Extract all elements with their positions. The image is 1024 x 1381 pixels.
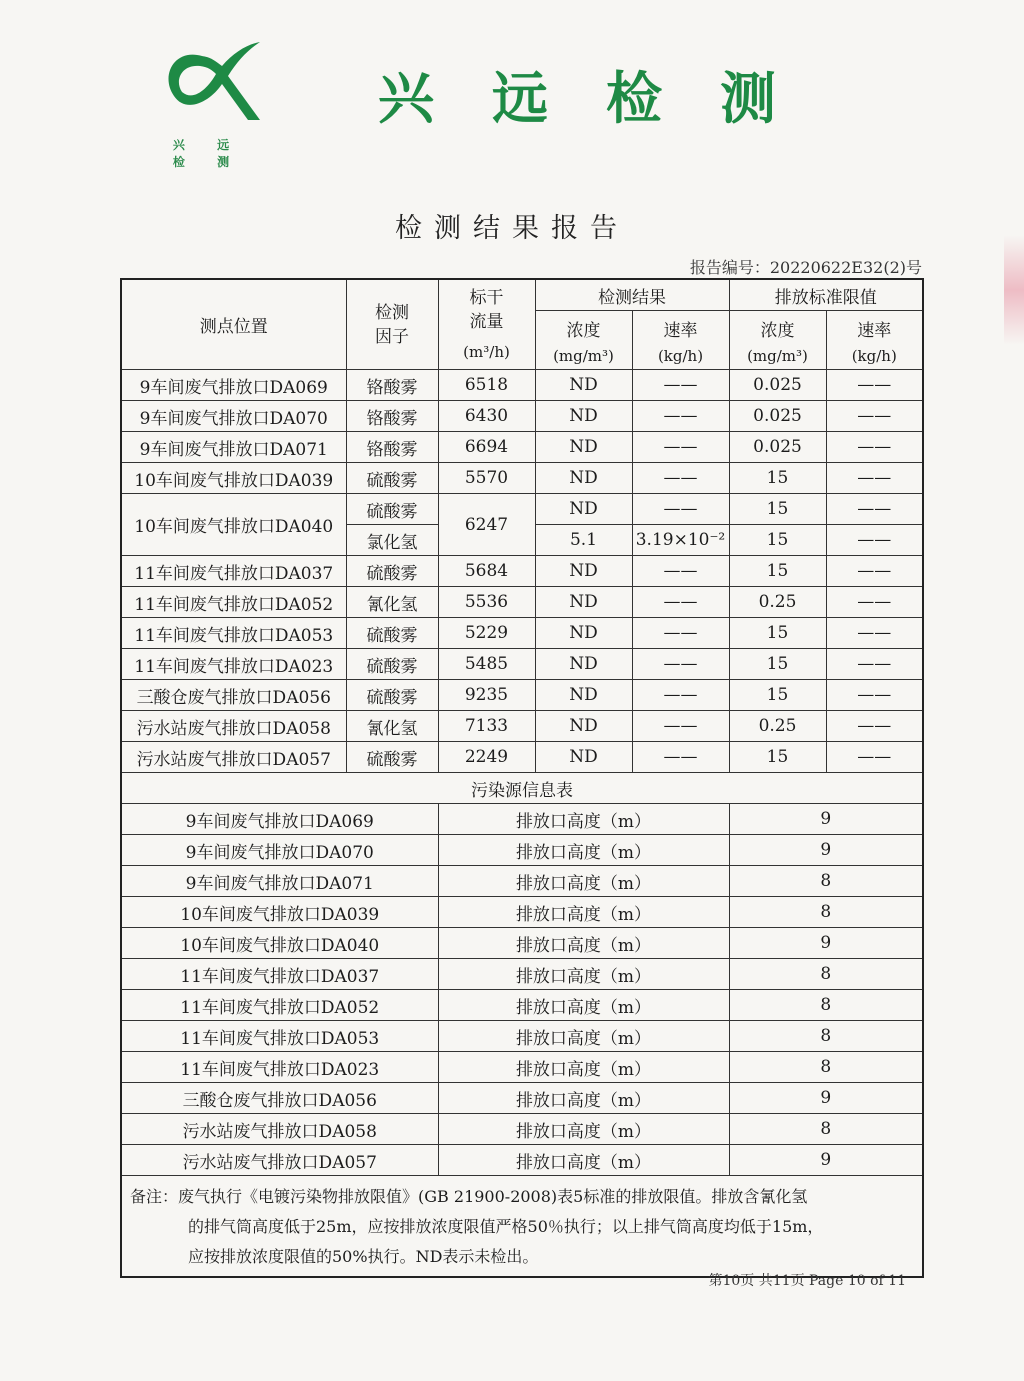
table-row [121,649,923,680]
source-row [121,835,923,866]
source-location: 11车间废气排放口DA023 [121,1052,438,1083]
source-location: 11车间废气排放口DA052 [121,990,438,1021]
cell-rate: —— [632,401,729,432]
header-rate-unit: (kg/h) [657,346,704,365]
source-value: 8 [729,1021,923,1052]
cell-rate: —— [632,618,729,649]
source-value: 8 [729,897,923,928]
cell-factor: 硫酸雾 [346,494,438,525]
report-number [690,255,922,278]
cell-limit-conc: 0.025 [729,401,826,432]
cell-factor: 硫酸雾 [346,556,438,587]
cell-rate: —— [632,556,729,587]
source-value: 9 [729,804,923,835]
source-value: 8 [729,866,923,897]
source-param: 排放口高度（m） [438,866,729,897]
cell-rate: —— [632,370,729,401]
cell-factor: 硫酸雾 [346,680,438,711]
cell-flow: 5485 [438,649,535,680]
logo-caption: 兴 远 检 测 [172,138,244,169]
note-row [121,1176,923,1278]
header-limit-conc-unit: (mg/m³) [747,346,808,365]
source-location: 11车间废气排放口DA037 [121,959,438,990]
cell-flow: 2249 [438,742,535,773]
source-param: 排放口高度（m） [438,897,729,928]
cell-conc: ND [535,618,632,649]
source-param: 排放口高度（m） [438,1052,729,1083]
source-location: 污水站废气排放口DA057 [121,1145,438,1176]
cell-limit-rate: —— [826,680,923,711]
cell-factor: 硫酸雾 [346,742,438,773]
source-param: 排放口高度（m） [438,1021,729,1052]
table-row [121,370,923,401]
table-row [121,432,923,463]
source-value: 9 [729,1083,923,1114]
cell-conc: ND [535,649,632,680]
source-param: 排放口高度（m） [438,804,729,835]
table-row [121,494,923,525]
cell-conc: ND [535,401,632,432]
source-location: 10车间废气排放口DA039 [121,897,438,928]
cell-factor: 氰化氢 [346,587,438,618]
report-number-label: 报告编号： [689,258,770,277]
source-row [121,866,923,897]
cell-conc: ND [535,680,632,711]
cell-limit-conc: 15 [729,649,826,680]
cell-limit-rate: —— [826,556,923,587]
source-param: 排放口高度（m） [438,1145,729,1176]
header-conc [535,311,632,370]
cell-conc: 5.1 [535,525,632,556]
header-flow-text: 标干流量 [469,287,504,332]
source-value: 8 [729,990,923,1021]
source-location: 9车间废气排放口DA071 [121,866,438,897]
source-table-title-row [121,773,923,804]
cell-limit-conc: 15 [729,742,826,773]
cell-conc: ND [535,432,632,463]
cell-limit-rate: —— [826,432,923,463]
cell-location: 10车间废气排放口DA039 [121,463,346,494]
source-param: 排放口高度（m） [438,1114,729,1145]
source-value: 9 [729,928,923,959]
cell-rate: —— [632,711,729,742]
source-row [121,804,923,835]
cell-limit-conc: 0.25 [729,711,826,742]
cell-limit-conc: 0.025 [729,370,826,401]
report-number-value: 20220622E32(2)号 [769,258,922,277]
cell-limit-conc: 15 [729,494,826,525]
cell-location: 三酸仓废气排放口DA056 [121,680,346,711]
cell-location: 9车间废气排放口DA069 [121,370,346,401]
cell-location: 9车间废气排放口DA070 [121,401,346,432]
cell-location: 9车间废气排放口DA071 [121,432,346,463]
source-location: 9车间废气排放口DA070 [121,835,438,866]
source-value: 8 [729,1052,923,1083]
source-value: 9 [729,835,923,866]
source-location: 11车间废气排放口DA053 [121,1021,438,1052]
source-row [121,897,923,928]
source-param: 排放口高度（m） [438,928,729,959]
cell-limit-conc: 15 [729,463,826,494]
cell-location: 11车间废气排放口DA053 [121,618,346,649]
cell-factor: 铬酸雾 [346,401,438,432]
cell-rate: 3.19×10⁻² [632,525,729,556]
cell-factor: 铬酸雾 [346,432,438,463]
header-factor [346,279,438,370]
table-row [121,742,923,773]
source-param: 排放口高度（m） [438,1083,729,1114]
source-table-title: 污染源信息表 [121,773,923,804]
seal-stamp-icon [1004,235,1024,345]
table-row [121,618,923,649]
header-rate-text: 速率 [663,320,698,341]
cell-limit-conc: 0.025 [729,432,826,463]
header-results: 检测结果 [535,279,729,311]
header-limit-conc [729,311,826,370]
remarks-line-3: 应按排放浓度限值的50%执行。ND表示未检出。 [188,1247,539,1266]
source-value: 9 [729,1145,923,1176]
results-table-container [120,278,924,1266]
cell-limit-rate: —— [826,618,923,649]
header-limit-conc-text: 浓度 [760,320,795,341]
cell-limit-rate: —— [826,463,923,494]
cell-factor: 硫酸雾 [346,649,438,680]
cell-limit-conc: 15 [729,556,826,587]
remarks-line-2: 的排气筒高度低于25m，应按排放浓度限值严格50％执行；以上排气筒高度均低于15m， [188,1217,824,1236]
cell-limit-rate: —— [826,649,923,680]
table-row [121,587,923,618]
page-number: 第10页 共11页 Page 10 of 11 [708,1273,906,1289]
cell-limit-rate: —— [826,587,923,618]
cell-limit-rate: —— [826,525,923,556]
source-row [121,928,923,959]
cell-factor: 氰化氢 [346,711,438,742]
cell-limit-conc: 15 [729,618,826,649]
table-row [121,401,923,432]
cell-conc: ND [535,711,632,742]
cell-rate: —— [632,742,729,773]
table-row [121,680,923,711]
source-value: 8 [729,1114,923,1145]
header-factor-text: 检测因子 [375,302,409,347]
cell-rate: —— [632,463,729,494]
cell-conc: ND [535,494,632,525]
cell-factor: 硫酸雾 [346,463,438,494]
source-row [121,959,923,990]
cell-rate: —— [632,587,729,618]
source-location: 三酸仓废气排放口DA056 [121,1083,438,1114]
cell-limit-rate: —— [826,401,923,432]
header-conc-text: 浓度 [566,320,601,341]
source-row [121,990,923,1021]
cell-rate: —— [632,649,729,680]
table-row [121,556,923,587]
cell-flow: 7133 [438,711,535,742]
company-logo-icon [152,36,264,128]
cell-location: 污水站废气排放口DA058 [121,711,346,742]
source-param: 排放口高度（m） [438,990,729,1021]
cell-flow: 6518 [438,370,535,401]
cell-limit-conc: 15 [729,680,826,711]
cell-flow: 5229 [438,618,535,649]
source-row [121,1114,923,1145]
source-param: 排放口高度（m） [438,959,729,990]
cell-location: 11车间废气排放口DA037 [121,556,346,587]
cell-rate: —— [632,680,729,711]
table-row [121,463,923,494]
cell-factor: 硫酸雾 [346,618,438,649]
source-location: 污水站废气排放口DA058 [121,1114,438,1145]
cell-rate: —— [632,432,729,463]
source-row [121,1052,923,1083]
cell-location: 11车间废气排放口DA023 [121,649,346,680]
header-limit-rate [826,311,923,370]
cell-conc: ND [535,556,632,587]
remarks-line-1: 废气执行《电镀污染物排放限值》(GB 21900-2008)表5标准的排放限值。排放含氰化氢 [178,1187,808,1206]
cell-rate: —— [632,494,729,525]
header-flow [438,279,535,370]
cell-flow: 9235 [438,680,535,711]
cell-location: 污水站废气排放口DA057 [121,742,346,773]
header-rate [632,311,729,370]
cell-location: 11车间废气排放口DA052 [121,587,346,618]
cell-conc: ND [535,370,632,401]
cell-conc: ND [535,463,632,494]
cell-factor: 铬酸雾 [346,370,438,401]
page-title: 检测结果报告 [395,213,629,244]
cell-flow: 6694 [438,432,535,463]
cell-limit-conc: 15 [729,525,826,556]
header-limit-rate-unit: (kg/h) [851,346,897,365]
results-table [120,278,924,1278]
cell-conc: ND [535,587,632,618]
header-flow-unit: (m³/h) [463,342,510,361]
header-location: 测点位置 [121,279,346,370]
source-param: 排放口高度（m） [438,835,729,866]
remarks [121,1176,923,1278]
cell-conc: ND [535,742,632,773]
remarks-label: 备注： [130,1187,179,1206]
cell-limit-rate: —— [826,742,923,773]
cell-flow: 6430 [438,401,535,432]
source-row [121,1145,923,1176]
header-limits: 排放标准限值 [729,279,923,311]
cell-limit-rate: —— [826,370,923,401]
cell-flow: 5570 [438,463,535,494]
cell-flow: 5536 [438,587,535,618]
cell-limit-rate: —— [826,711,923,742]
brand-name: 兴远检测 [378,66,834,132]
source-location: 10车间废气排放口DA040 [121,928,438,959]
header-conc-unit: (mg/m³) [553,346,614,365]
source-location: 9车间废气排放口DA069 [121,804,438,835]
header-limit-rate-text: 速率 [857,320,892,341]
cell-factor: 氯化氢 [346,525,438,556]
cell-limit-conc: 0.25 [729,587,826,618]
source-row [121,1021,923,1052]
cell-flow: 5684 [438,556,535,587]
source-row [121,1083,923,1114]
cell-location: 10车间废气排放口DA040 [121,494,346,556]
table-row [121,711,923,742]
cell-limit-rate: —— [826,494,923,525]
cell-flow: 6247 [438,494,535,556]
source-value: 8 [729,959,923,990]
